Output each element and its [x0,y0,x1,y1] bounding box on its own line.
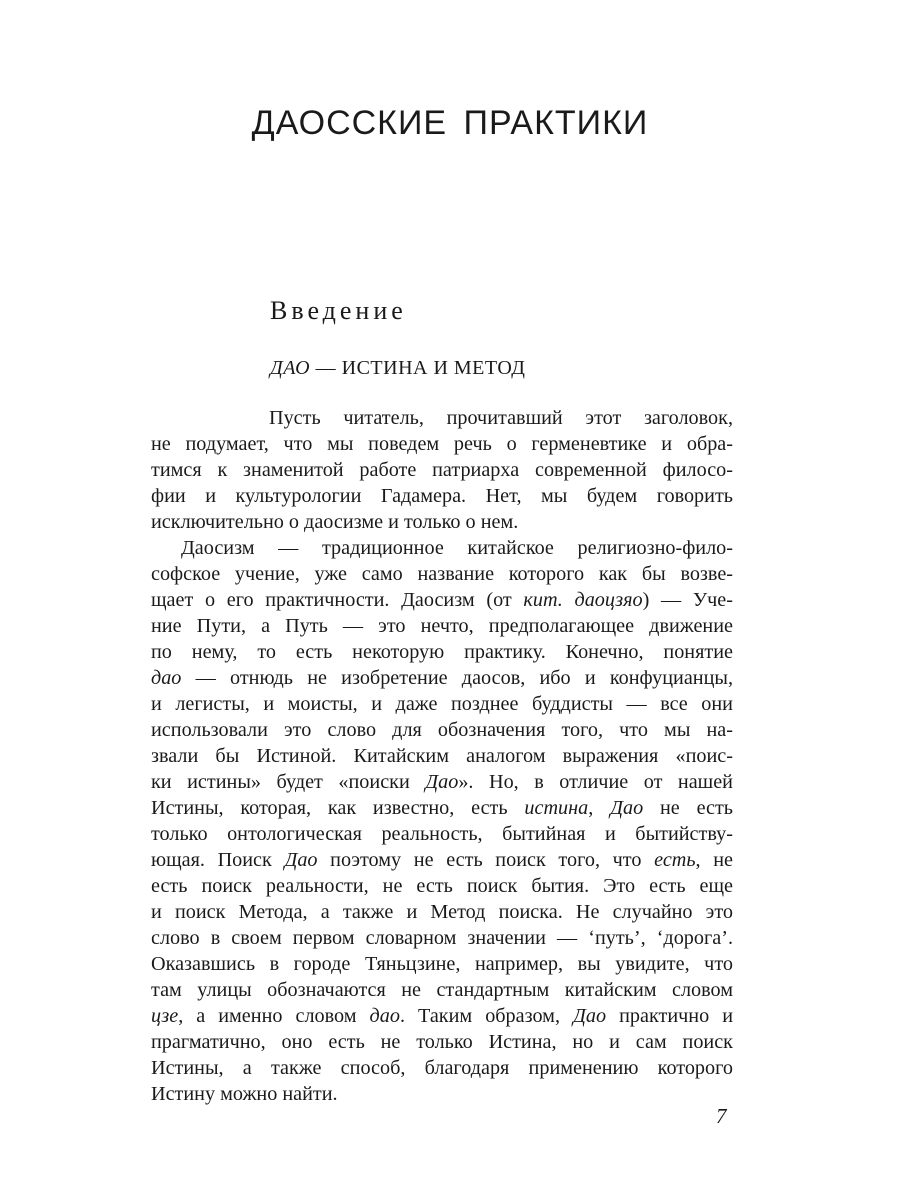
text-line: по нему, то есть некоторую практику. Конечно, понятие [151,641,733,663]
text-line: ние Пути, а Путь — это нечто, предполагающее движение [151,615,733,637]
italic-run: дао [151,667,182,689]
italic-run: истина [524,797,589,819]
text-line: фии и культурологии Гадамера. Нет, мы будем говорить [151,485,733,507]
italic-run: Дао [284,849,318,871]
text-line: Истину можно найти. [151,1083,338,1105]
chapter-title: ДАОССКИЕ ПРАКТИКИ [251,104,649,142]
text-line: и легисты, и моисты, и даже позднее буддисты — все они [151,693,733,715]
text-line: только онтологическая реальность, бытийная и бытийству- [151,823,733,845]
text-line: использовали это слово для обозначения того, что мы на- [151,719,733,741]
text-line: тимся к знаменитой работе патриарха современной филосо- [151,459,733,481]
text-line [151,587,733,613]
text-line: прагматично, оно есть не только Истина, но и сам поиск [151,1031,733,1053]
italic-run: дао [369,1005,400,1027]
text-run: — отнюдь не изобретение даосов, ибо и конфуцианцы, [181,667,733,689]
section-title: Введение [270,296,407,325]
text-line: слово в своем первом словарном значении — ‘путь’, ‘дорога’. [151,927,733,949]
subsection-title [270,357,525,380]
text-line [151,769,733,795]
text-run: , не [695,849,734,871]
text-run: поэтому не есть поиск того, что [317,849,655,871]
text-line: и поиск Метода, а также и Метод поиска. Не случайно это [151,901,733,923]
text-line: Пусть читатель, прочитавший этот заголовок, [269,407,733,429]
subsection-italic: ДАО [270,357,311,379]
italic-run: Дао [573,1005,607,1027]
text-run: практично и [606,1005,733,1027]
text-line: Истины, а также способ, благодаря применению которого [151,1057,733,1079]
text-line: Оказавшись в городе Тяньцзине, например, вы увидите, что [151,953,733,975]
text-line: там улицы обозначаются не стандартным китайским словом [151,979,733,1001]
text-line [151,1003,733,1029]
text-line: есть поиск реальности, не есть поиск бытия. Это есть еще [151,875,733,897]
text-line: исключительно о даосизме и только о нем. [151,511,519,533]
italic-run: кит. даоцзяо [523,589,643,611]
italic-run: есть [654,849,696,871]
text-line: Даосизм — традиционное китайское религиозно-фило- [181,537,733,559]
text-line: звали бы Истиной. Китайским аналогом выражения «поис- [151,745,733,767]
text-line [151,665,733,691]
text-line: софское учение, уже само название которого как бы возве- [151,563,733,585]
text-line [151,795,733,821]
subsection-rest: — ИСТИНА И МЕТОД [310,357,526,379]
page-number: 7 [716,1104,727,1128]
text-run: не есть [643,797,734,819]
italic-run: Дао [610,797,644,819]
text-run: , [588,797,611,819]
italic-run: Дао [425,771,459,793]
body-text [151,405,733,1107]
text-run: ющая. Поиск [151,849,285,871]
text-run: Истины, которая, как известно, есть [151,797,525,819]
text-line: не подумает, что мы поведем речь о герменевтике и обра- [151,433,733,455]
text-run: ». Но, в отличие от нашей [458,771,733,793]
text-line [151,847,733,873]
text-run: . Таким образом, [399,1005,574,1027]
text-run: , а именно словом [178,1005,370,1027]
text-run: щает о его практичности. Даосизм (от [151,589,524,611]
text-run: ки истины» будет «поиски [151,771,426,793]
italic-run: цзе [151,1005,179,1027]
text-run: ) — Уче- [642,589,733,611]
